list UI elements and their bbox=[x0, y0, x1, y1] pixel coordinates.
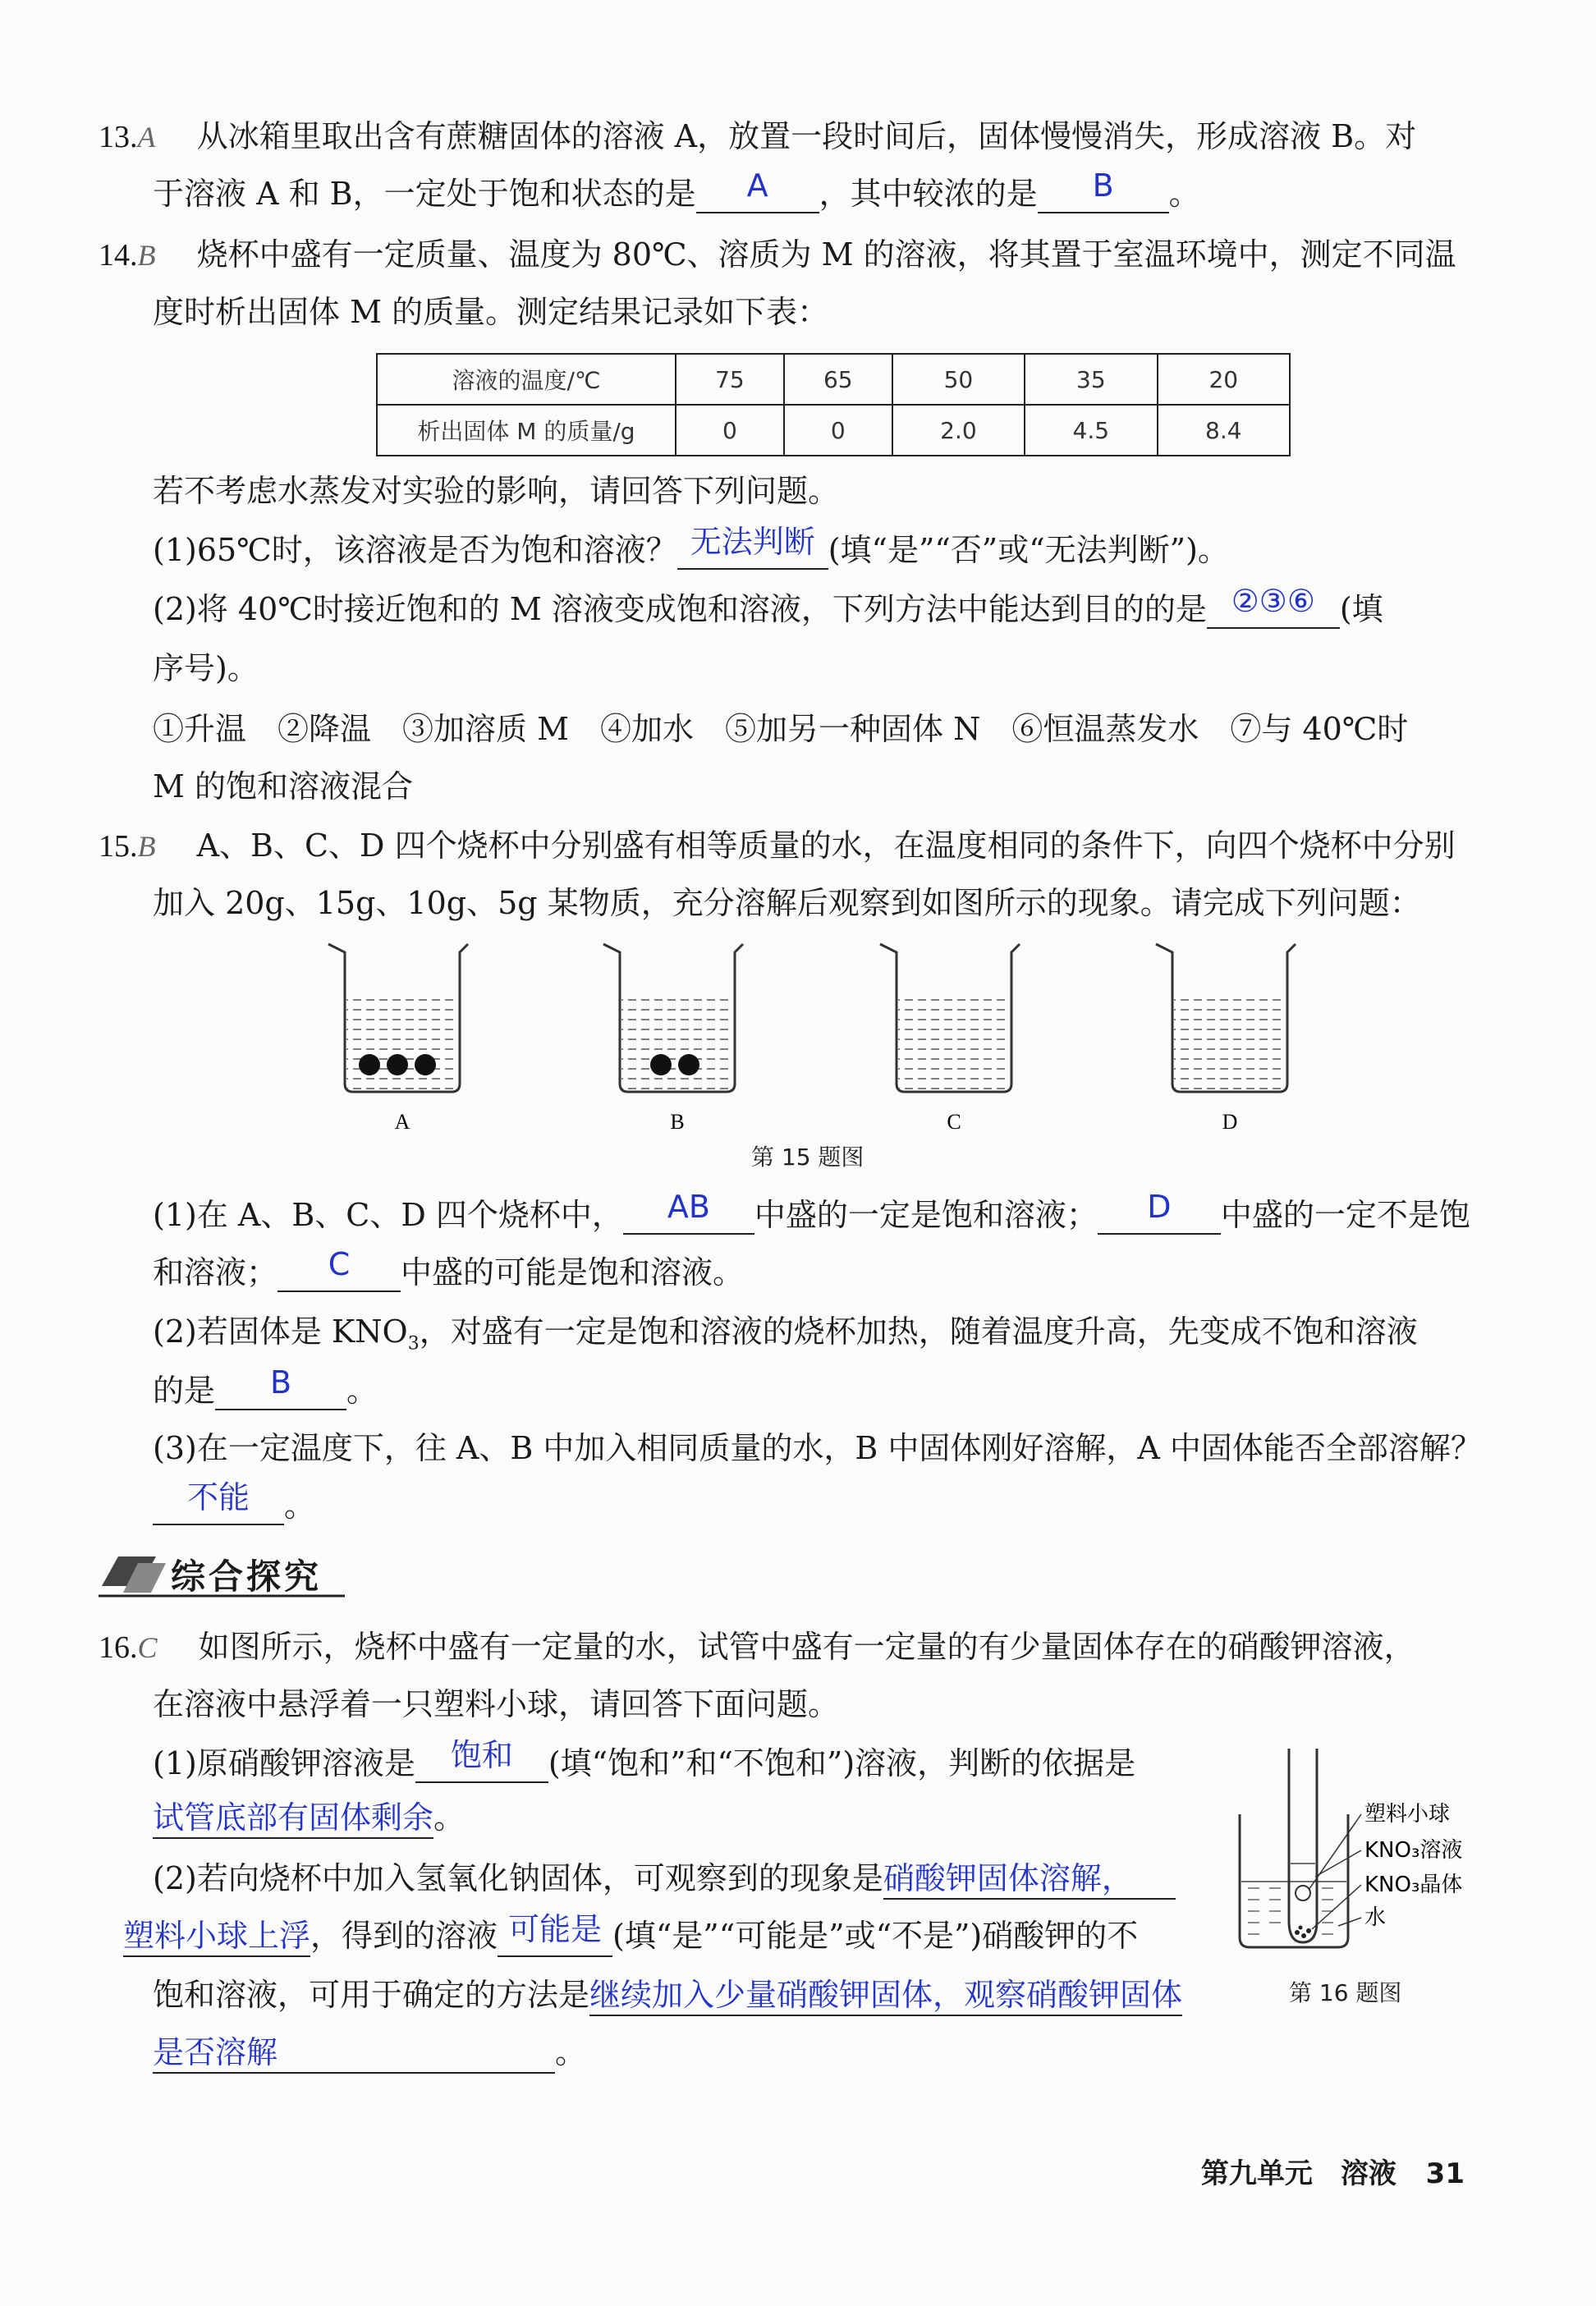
q15-answer1: AB bbox=[667, 1189, 710, 1225]
q14-intro-text: 若不考虑水蒸发对实验的影响，请回答下列问题。 bbox=[153, 473, 840, 509]
q14-options-text: ①升温 ②降温 ③加溶质 M ④加水 ⑤加另一种固体 N ⑥恒温蒸发水 ⑦与 40℃时 bbox=[153, 711, 1409, 747]
q13-text2: 于溶液 A 和 B，一定处于饱和状态的是 bbox=[153, 176, 696, 212]
page-footer bbox=[1201, 2151, 1465, 2191]
table-cell: 4.5 bbox=[1025, 405, 1157, 456]
q14-options-text2: M 的饱和溶液混合 bbox=[153, 768, 413, 805]
q14-part1-text: (1)65℃时，该溶液是否为饱和溶液？ bbox=[153, 532, 677, 568]
beaker-c bbox=[880, 944, 1020, 1092]
q16-figure bbox=[1223, 1732, 1502, 1970]
q13-choice: A bbox=[137, 121, 156, 154]
q15-part2-text2: ，对盛有一定是饱和溶液的烧杯加热，随着温度升高，先变成不饱和溶液 bbox=[419, 1313, 1418, 1350]
beaker-label-d: D bbox=[1222, 1110, 1238, 1134]
q16-part2-text3: (填“是”“可能是”或“不是”)硝酸钾的不 bbox=[612, 1918, 1139, 1954]
q14-intro bbox=[153, 471, 839, 511]
q15-answer4: B bbox=[269, 1364, 292, 1401]
q15-part1-text: (1)在 A、B、C、D 四个烧杯中， bbox=[153, 1197, 623, 1233]
q16-part1-text2: (填“饱和”和“不饱和”)溶液，判断的依据是 bbox=[548, 1745, 1136, 1781]
q14-options2 bbox=[153, 767, 413, 806]
fig-label-ball: 塑料小球 bbox=[1364, 1802, 1451, 1827]
section-header bbox=[99, 1543, 353, 1601]
q16-part1-text: (1)原硝酸钾溶液是 bbox=[153, 1745, 415, 1781]
q15-answer2-blank[interactable] bbox=[1098, 1189, 1221, 1235]
crystals bbox=[1295, 1926, 1311, 1939]
q14-answer2: ②③⑥ bbox=[1231, 583, 1315, 619]
beaker-d bbox=[1156, 944, 1296, 1092]
q15-answer1-blank[interactable] bbox=[623, 1189, 754, 1235]
beaker-b bbox=[603, 944, 743, 1092]
q15-part2 bbox=[153, 1312, 1418, 1364]
beaker-a bbox=[328, 944, 468, 1092]
q15-answer3-blank[interactable] bbox=[277, 1246, 401, 1292]
q16-part1-cont bbox=[153, 1798, 465, 1839]
q13-answer1: A bbox=[746, 167, 768, 204]
table-cell: 8.4 bbox=[1158, 405, 1290, 456]
q15-part1-text2: 中盛的一定是饱和溶液； bbox=[754, 1197, 1098, 1233]
q13-answer2: B bbox=[1092, 167, 1114, 204]
q14-line2 bbox=[153, 292, 828, 332]
solid-particle bbox=[678, 1054, 699, 1075]
q16-answer3a: 硝酸钾固体溶解， bbox=[883, 1860, 1133, 1896]
q16-answer4-blank[interactable] bbox=[498, 1911, 612, 1957]
page-number: 31 bbox=[1425, 2157, 1465, 2190]
q16-answer3b: 塑料小球上浮 bbox=[123, 1918, 311, 1954]
table-cell: 50 bbox=[892, 354, 1025, 405]
table-cell: 75 bbox=[676, 354, 784, 405]
q16-answer2-blank[interactable] bbox=[153, 1798, 433, 1839]
q16-answer5b-blank[interactable] bbox=[153, 2033, 555, 2074]
table-cell: 65 bbox=[784, 354, 892, 405]
table-cell: 0 bbox=[676, 405, 784, 456]
q16-part2 bbox=[153, 1859, 1176, 1900]
q13-answer2-blank[interactable] bbox=[1038, 167, 1169, 213]
q16-answer5-blank[interactable] bbox=[589, 1975, 1182, 2016]
q15-choice: B bbox=[137, 830, 156, 863]
q15-part2-text3: 的是 bbox=[153, 1373, 216, 1409]
q16-line1 bbox=[99, 1627, 1415, 1667]
q15-part1-cont bbox=[153, 1246, 745, 1292]
q15-subscript: 3 bbox=[407, 1333, 420, 1355]
footer-unit: 第九单元 溶液 bbox=[1200, 2157, 1396, 2190]
q14-part2-text: (2)将 40℃时接近饱和的 M 溶液变成饱和溶液，下列方法中能达到目的的是 bbox=[153, 591, 1207, 627]
q14-answer1-blank[interactable] bbox=[677, 524, 828, 570]
table-cell: 20 bbox=[1158, 354, 1290, 405]
q14-answer2-blank[interactable] bbox=[1207, 583, 1340, 629]
q13-number: 13. bbox=[99, 120, 138, 154]
q16-answer4: 可能是 bbox=[508, 1911, 603, 1947]
q15-part1-text5: 中盛的可能是饱和溶液。 bbox=[401, 1254, 745, 1291]
q14-part1-hint: (填“是”“否”或“无法判断”)。 bbox=[828, 532, 1229, 568]
q14-part2-cont bbox=[153, 649, 259, 688]
q14-choice: B bbox=[137, 239, 156, 272]
q16-answer2: 试管底部有固体剩余 bbox=[153, 1799, 434, 1836]
q15-part3-end: 。 bbox=[284, 1488, 316, 1524]
q15-text1: A、B、C、D 四个烧杯中分别盛有相等质量的水，在温度相同的条件下，向四个烧杯中分别 bbox=[196, 828, 1456, 864]
q16-answer1-blank[interactable] bbox=[415, 1737, 548, 1783]
q14-data-table bbox=[376, 353, 1291, 456]
q13-text1: 从冰箱里取出含有蔗糖固体的溶液 A，放置一段时间后，固体慢慢消失，形成溶液 B。对 bbox=[196, 118, 1417, 154]
fig-label-water: 水 bbox=[1364, 1905, 1387, 1930]
q16-answer5b: 是否溶解 bbox=[153, 2034, 278, 2070]
q16-answer5a: 继续加入少量硝酸钾固体，观察硝酸钾固体 bbox=[589, 1977, 1183, 2013]
table-row bbox=[377, 354, 1290, 405]
q14-part2 bbox=[153, 583, 1383, 629]
q16-choice: C bbox=[137, 1631, 158, 1664]
q16-text2: 在溶液中悬浮着一只塑料小球，请回答下面问题。 bbox=[153, 1686, 840, 1722]
q16-part2-cont bbox=[123, 1911, 1139, 1957]
q15-part3-answer bbox=[153, 1479, 316, 1525]
q14-answer1: 无法判断 bbox=[690, 524, 815, 560]
q16-number: 16. bbox=[99, 1630, 138, 1665]
q16-answer3-blank[interactable] bbox=[883, 1859, 1176, 1900]
table-cell: 0 bbox=[784, 405, 892, 456]
q15-answer5: 不能 bbox=[186, 1479, 250, 1515]
q16-part2-end: 。 bbox=[555, 2034, 587, 2070]
q15-answer5-blank[interactable] bbox=[153, 1479, 284, 1525]
table-row bbox=[377, 405, 1290, 456]
beaker-label-a: A bbox=[394, 1110, 410, 1134]
q15-part3 bbox=[153, 1428, 1482, 1468]
q16-part2-text4: 饱和溶液，可用于确定的方法是 bbox=[153, 1977, 590, 2013]
solid-particle bbox=[415, 1054, 436, 1075]
q16-part2-text: (2)若向烧杯中加入氢氧化钠固体，可观察到的现象是 bbox=[153, 1860, 883, 1896]
fig-label-solution: KNO₃溶液 bbox=[1364, 1838, 1463, 1863]
q13-text3: ，其中较浓的是 bbox=[819, 176, 1038, 212]
q14-options bbox=[153, 709, 1408, 749]
q13-answer1-blank[interactable] bbox=[696, 167, 819, 213]
q14-text1: 烧杯中盛有一定质量、温度为 80℃、溶质为 M 的溶液，将其置于室温环境中，测定不同温 bbox=[196, 236, 1456, 273]
q15-line2 bbox=[153, 883, 1421, 923]
solid-particle bbox=[387, 1054, 408, 1075]
q13-line2 bbox=[153, 167, 1200, 213]
q13-line1 bbox=[99, 117, 1416, 157]
q15-part2-cont bbox=[153, 1364, 378, 1410]
q13-period: 。 bbox=[1168, 176, 1200, 212]
q15-answer2: D bbox=[1147, 1189, 1172, 1225]
q15-part1 bbox=[153, 1189, 1470, 1235]
plastic-ball bbox=[1296, 1886, 1310, 1900]
q16-answer3b-blank[interactable] bbox=[123, 1916, 310, 1957]
section-title: 综合探究 bbox=[171, 1556, 323, 1597]
q15-answer4-blank[interactable] bbox=[215, 1364, 346, 1410]
q15-text2: 加入 20g、15g、10g、5g 某物质，充分溶解后观察到如图所示的现象。请完成下列问题： bbox=[153, 885, 1421, 921]
q15-answer3: C bbox=[328, 1246, 351, 1282]
beaker-label-c: C bbox=[947, 1110, 961, 1134]
table-cell: 35 bbox=[1025, 354, 1157, 405]
q15-line1 bbox=[99, 826, 1456, 866]
q14-text2: 度时析出固体 M 的质量。测定结果记录如下表： bbox=[153, 294, 829, 330]
beaker-label-b: B bbox=[670, 1110, 685, 1134]
table-cell: 2.0 bbox=[892, 405, 1025, 456]
q16-text1: 如图所示，烧杯中盛有一定量的水，试管中盛有一定量的有少量固体存在的硝酸钾溶液， bbox=[198, 1629, 1415, 1665]
q15-part1-text3: 中盛的一定不是饱 bbox=[1220, 1197, 1470, 1233]
q16-figure-caption: 第 16 题图 bbox=[1289, 1979, 1402, 2006]
q14-line1 bbox=[99, 235, 1456, 275]
q16-part2-cont3 bbox=[153, 2033, 586, 2074]
fig-label-crystal: KNO₃晶体 bbox=[1364, 1873, 1463, 1897]
q15-number: 15. bbox=[99, 829, 138, 864]
q16-answer1: 饱和 bbox=[450, 1737, 513, 1773]
q15-part2-end: 。 bbox=[346, 1373, 378, 1409]
q15-part2-text: (2)若固体是 KNO bbox=[153, 1313, 408, 1350]
q15-part1-text4: 和溶液； bbox=[153, 1254, 278, 1291]
solid-particle bbox=[359, 1054, 380, 1075]
solid-particle bbox=[650, 1054, 672, 1075]
q14-part2-hint: (填 bbox=[1339, 591, 1383, 627]
q16-part1-end: 。 bbox=[433, 1799, 466, 1836]
table-head-mass: 析出固体 M 的质量/g bbox=[377, 405, 676, 456]
q15-figure-caption: 第 15 题图 bbox=[751, 1144, 864, 1171]
q14-number: 14. bbox=[99, 238, 138, 273]
q15-part3-text: (3)在一定温度下，往 A、B 中加入相同质量的水，B 中固体刚好溶解，A 中固体能否全部溶解？ bbox=[153, 1430, 1482, 1466]
q14-part1 bbox=[153, 524, 1229, 570]
q16-part2-cont2 bbox=[153, 1975, 1182, 2016]
q14-part2-text2: 序号)。 bbox=[153, 650, 259, 686]
q16-part2-text2: ，得到的溶液 bbox=[310, 1918, 498, 1954]
q16-part1 bbox=[153, 1737, 1136, 1783]
q16-line2 bbox=[153, 1685, 839, 1724]
table-head-temp: 溶液的温度/℃ bbox=[377, 354, 676, 405]
